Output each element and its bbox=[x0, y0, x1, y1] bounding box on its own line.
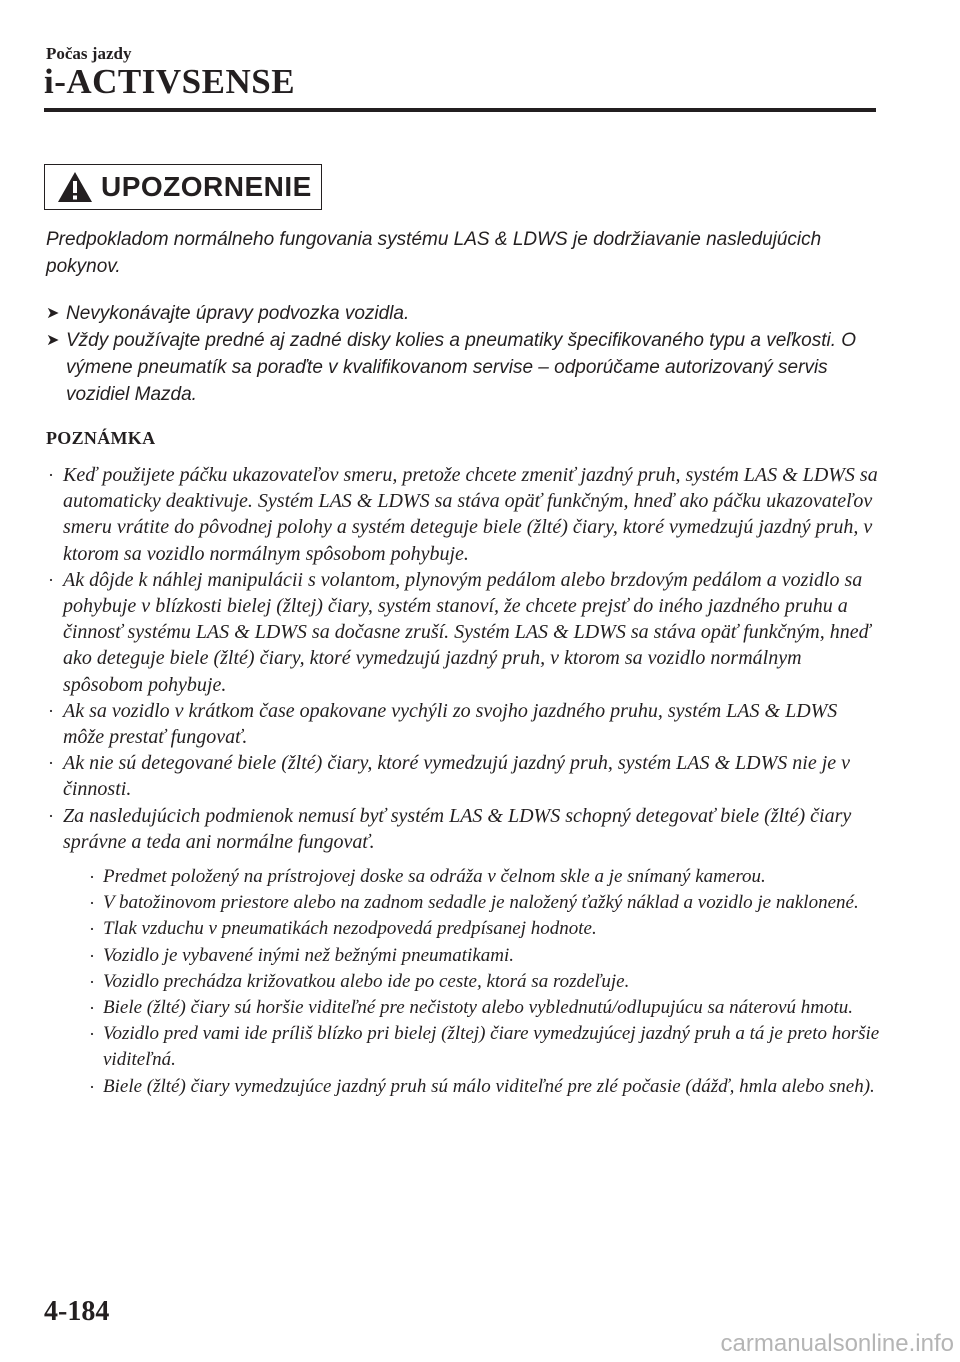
bullet-dot-icon: · bbox=[48, 700, 54, 721]
condition-item: · Biele (žlté) čiary sú horšie viditeľné pre nečistoty alebo vyblednutú/odlupujúcu sa náterovú hmotu. bbox=[87, 995, 882, 1021]
warning-text bbox=[46, 226, 876, 408]
bullet-dot-icon: · bbox=[48, 753, 54, 774]
condition-list bbox=[63, 864, 882, 1100]
condition-item: · Vozidlo je vybavené inými než bežnými pneumatikami. bbox=[87, 943, 882, 969]
bullet-dot-icon: · bbox=[89, 919, 95, 940]
condition-item: · Biele (žlté) čiary vymedzujúce jazdný pruh sú málo viditeľné pre zlé počasie (dážď, hmla alebo sneh). bbox=[87, 1074, 882, 1100]
note-item: · Ak sa vozidlo v krátkom čase opakovane vychýli zo svojho jazdného pruhu, systém LAS & LDWS môže prestať fungovať. bbox=[48, 699, 838, 749]
note-item: · Keď použijete páčku ukazovateľov smeru, pretože chcete zmeniť jazdný pruh, systém LAS & LDWS sa automaticky deaktivuje. Systém LAS & LDWS sa stáva opäť funkčným, hneď ako páčku ukazovateľov smeru vrátite do pôvodnej polohy a systém deteguje biele (žlté) čiary, ktoré vymedzujú jazdný pruh, v ktorom sa vozidlo normálnym spôsobom pohybuje. bbox=[48, 464, 878, 565]
warning-triangle-icon bbox=[57, 171, 93, 203]
bullet-dot-icon: · bbox=[89, 971, 95, 992]
chapter-title: i-ACTIVSENSE bbox=[44, 62, 296, 101]
bullet-dot-icon: · bbox=[89, 867, 95, 888]
note-list bbox=[46, 462, 882, 1100]
warning-intro: Predpokladom normálneho fungovania systému LAS & LDWS je dodržiavanie nasledujúcich pokynov. bbox=[46, 229, 822, 277]
note-title: POZNÁMKA bbox=[46, 428, 156, 448]
condition-item: · Vozidlo prechádza križovatkou alebo ide po ceste, ktorá sa rozdeľuje. bbox=[87, 969, 882, 995]
bullet-dot-icon: · bbox=[48, 569, 54, 590]
watermark: carmanualsonline.info bbox=[720, 1330, 954, 1357]
arrow-bullet-icon: ➤ bbox=[46, 305, 60, 322]
bullet-dot-icon: · bbox=[89, 998, 95, 1019]
bullet-dot-icon: · bbox=[48, 465, 54, 485]
arrow-bullet-icon: ➤ bbox=[46, 332, 60, 349]
warning-label: UPOZORNENIE bbox=[101, 171, 312, 202]
section-label: Počas jazdy bbox=[46, 44, 132, 63]
bullet-dot-icon: · bbox=[89, 1024, 95, 1045]
condition-item: · Tlak vzduchu v pneumatikách nezodpovedá predpísanej hodnote. bbox=[87, 916, 882, 942]
condition-item: · Predmet položený na prístrojovej doske sa odráža v čelnom skle a je snímaný kamerou. bbox=[87, 864, 882, 890]
bullet-dot-icon: · bbox=[89, 1076, 95, 1097]
warning-item: ➤ Vždy používajte predné aj zadné disky kolies a pneumatiky špecifikovaného typu a veľkosti. O výmene pneumatík sa poraďte v kvalifikovanom servise – odporúčame autorizovaný servis vozidiel Mazda. bbox=[46, 327, 876, 408]
bullet-dot-icon: · bbox=[89, 945, 95, 966]
note-item: · Za nasledujúcich podmienok nemusí byť systém LAS & LDWS schopný detegovať biele (žlté) čiary správne a teda ani normálne fungovať. · Predmet položený na prístrojovej doske sa odráža v čelnom skle a je snímaný kamerou. · V batožinovom priestore alebo na zadnom sedadle je naložený ťažký náklad a vozidlo je naklonené. · Tlak vzduchu v pneumatikách nezodpovedá predpísanej hodnote. · Vozidlo je vybavené inými než bežnými pneumatikami. · Vozidlo prechádza križovatkou alebo ide po ceste, ktorá sa rozdeľuje. · Biele (žlté) čiary sú horšie viditeľné pre nečistoty alebo vyblednutú/odlupujúcu sa náterovú hmotu. · Vozidlo pred vami ide príliš blízko pri bielej (žltej) čiare vymedzujúcej jazdný pruh a tá je preto horšie viditeľná. · Biele (žlté) čiary vymedzujúce jazdný pruh sú málo viditeľné pre zlé počasie (dážď, hmla alebo sneh). bbox=[46, 803, 882, 1100]
page-number: 4-184 bbox=[44, 1296, 110, 1327]
bullet-dot-icon: · bbox=[48, 805, 54, 826]
note-item: · Ak dôjde k náhlej manipulácii s volantom, plynovým pedálom alebo brzdovým pedálom a vozidlo sa pohybuje v blízkosti bielej (žltej) čiary, systém stanoví, že chcete prejsť do iného jazdného pruhu a činnosť systému LAS & LDWS sa dočasne zruší. Systém LAS & LDWS sa stáva opäť funkčným, hneď ako deteguje biele (žlté) čiary, ktoré vymedzujú jazdný pruh, v ktorom sa vozidlo normálnym spôsobom pohybuje. bbox=[48, 568, 871, 696]
note-item: · Ak nie sú detegované biele (žlté) čiary, ktoré vymedzujú jazdný pruh, systém LAS & LDWS nie je v činnosti. bbox=[48, 752, 851, 801]
warning-item: ➤ Nevykonávajte úpravy podvozka vozidla. bbox=[46, 300, 876, 327]
warning-box bbox=[44, 164, 322, 210]
warning-list bbox=[46, 300, 876, 408]
header-rule bbox=[44, 108, 876, 112]
condition-item: · V batožinovom priestore alebo na zadnom sedadle je naložený ťažký náklad a vozidlo je naklonené. bbox=[87, 890, 882, 916]
condition-item: · Vozidlo pred vami ide príliš blízko pri bielej (žltej) čiare vymedzujúcej jazdný pruh a tá je preto horšie viditeľná. bbox=[89, 1023, 880, 1071]
bullet-dot-icon: · bbox=[89, 893, 95, 914]
